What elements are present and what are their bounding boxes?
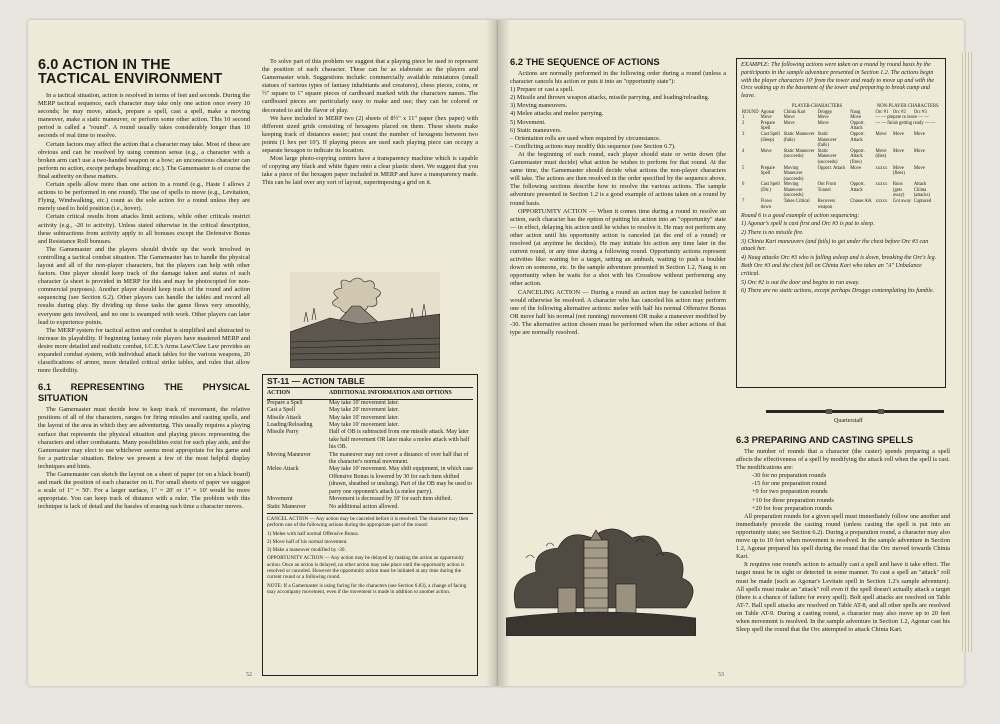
example-cell: 1 — [742, 115, 745, 121]
action-note: 3) Make a maneuver modified by -30. — [267, 547, 346, 554]
body-paragraph: To solve part of this problem we suggest that a playing piece be used to represent the position of each character. These can be as elaborate as the players and Gamemaster wish. Suggestions include: commercially available miniatures (small statues of various types of fantasy inhabitants and creatures), chess pieces, coins, or ½" square to 1" square pieces of cardboard marked with the characters names. The cardboard pieces are particularly easy to make and use; they can be colored or decorated to aid the flavor of play. — [262, 58, 478, 114]
action-name: Melee Attack — [267, 466, 299, 473]
example-cell: Move (dies) — [875, 148, 887, 160]
action-table-header — [267, 390, 473, 399]
action-column-header: ACTION — [267, 390, 291, 397]
example-table-row — [741, 182, 941, 199]
example-table-row — [741, 149, 941, 166]
example-cell: Move — [817, 115, 829, 121]
example-cell: Cast Spell (Sleep) — [760, 131, 780, 143]
example-cell: Runs (gets away) — [892, 182, 905, 199]
action-name: Loading/Reloading — [267, 422, 313, 429]
page-number-left: 52 — [246, 672, 252, 678]
body-paragraph: Most large photo-copying centers have a transparency machine which is capable of copying any black and white figure onto a clear plastic sheet. We suggest that you take a piece of the hexagon paper included in MERP and have a transparency made. This can be laid over any sort of layout, superimposing a grid on it. — [262, 155, 478, 187]
action-note: NOTE: If a Gamemaster is using facing for the characters (see Section 6.83), a change of facing may accompany movement, even if the movement is made in addition to another action. — [267, 582, 467, 595]
example-list-item: 6) There are no static actions, except perhaps Droggo contemplating his fumble. — [741, 288, 935, 295]
sequence-step: 4) Melee attacks and melee parrying. — [510, 110, 604, 118]
body-paragraph: The MERP system for tactical action and combat is simplified and abstracted to increase its playability. If beginning fantasy role players have mastered MERP and desire more detailed and realistic combat, I.C.E.'s Arms Law/Claw Law provides an expanded combat system, with individual attack tables for the various weapons, 20 classifications of armor, more detailed critical strike tables, and rules that allow more flexibility. — [38, 326, 250, 375]
body-paragraph: It requires one round's action to actually cast a spell and have it take effect. The target must be in sight or detected in some manner. To cast a spell an "attack" roll must be made (such as Agonar's Levitate spell in Section 1.2's sample adventure). All spells must make an "attack" roll even if the spell doesn't actually attack a target (there is a chance of failure for every spell). Bolt spell attacks are resolved on Table AT-7. Ball spell attacks are resolved on Table AT-8, and all other spells are resolved on Table AT-9. During a casting round, a character may also move up to 20 feet when movement is resolved. In the sample adventure in Section 1.2, Agonar cast his Sleep spell the round that the Orc attempted to attack Chinta Kari. — [736, 561, 950, 634]
section-title-6-3: 6.3 PREPARING AND CASTING SPELLS — [736, 434, 914, 445]
example-cell: 7 — [742, 199, 745, 205]
example-cell: Opport. Attack (fires) — [850, 148, 865, 165]
chapter-title-line2: TACTICAL ENVIRONMENT — [38, 71, 223, 87]
right-column-2 — [736, 428, 950, 676]
action-info: May take 20' movement later. — [329, 407, 399, 414]
round-note: Round 6 is a good example of action sequencing: — [741, 213, 860, 220]
left-page — [28, 20, 498, 686]
example-cell: Moving Maneuver (succeeds) — [783, 182, 804, 199]
body-paragraph: Certain factors may affect the action that a character may take. Most of these are obvious and can be resolved by using common sense (e.g., a character with a broken arm can't use a two-handed weapon or a bow; an unconscious character can perform no action, except perhaps breathing; etc.). The Gamemaster is of course the final authority on these matters. — [38, 140, 250, 180]
right-page — [498, 20, 964, 686]
quarterstaff-illustration — [766, 408, 944, 416]
example-list-item: 5) Orc #2 is out the door and begins to run away. — [741, 279, 860, 286]
action-table-title: ST-11 — ACTION TABLE — [267, 378, 473, 388]
example-cell: Cast Spell (Dir.) — [760, 182, 780, 193]
example-cell: 6 — [742, 182, 745, 188]
sequence-intro: Actions are normally performed in the following order during a round (unless a character cancels his action or puts it into an "opportunity state"): — [510, 70, 726, 86]
right-col1-paragraphs — [510, 151, 726, 337]
action-info: Movement is decreased by 10' for each item shifted. — [329, 496, 452, 503]
action-table-notes — [267, 513, 473, 595]
example-table-body — [741, 115, 941, 210]
modifier-line: +10 for three preparation rounds — [752, 496, 834, 504]
action-name: Missile Parry — [267, 429, 299, 436]
action-name: Cast a Spell — [267, 407, 296, 414]
sequence-step: – Orientation rolls are used when required by circumstance. — [510, 134, 661, 142]
example-cell: Opport. Attack — [850, 182, 865, 193]
example-cell: Opport. Attack — [817, 165, 846, 171]
example-cell: Static Maneuver (succeeds) — [817, 148, 838, 165]
example-cell: xxxxx — [875, 165, 888, 171]
example-cell: Opport. Attack — [850, 131, 865, 143]
example-cell: Static Maneuver (fails) — [783, 131, 815, 143]
example-list-item: 1) Agonar's spell is cast first and Orc #3 is put to sleep. — [741, 221, 875, 228]
body-paragraph: The Gamemaster can sketch the layout on a sheet of paper (or on a black board) and mark the position of each character on it. For small sheets of paper we suggest a scale of 1" = 50'. For a larger surface, 1" = 20' or 1" = 10' would be more appropriate. You can keep track of distance with a ruler. The problem with this technique is lack of detail and the hassles of erasing each time a character moves. — [38, 471, 250, 511]
action-name: Static Maneuver — [267, 503, 306, 510]
action-name: Missile Attack — [267, 414, 302, 421]
body-paragraph: We have included in MERP two (2) sheets of 8½" x 11" paper (hex paper) with different sized grids consisting of hexagons placed on them. These sheets make keeping track of distances easier; just count the number of hexagons between two points (1 hex per 10'). If playing pieces are used each playing piece can occupy a separate hexagon to indicate its location. — [262, 114, 478, 155]
volcano-illustration — [290, 272, 440, 368]
ruins-illustration — [506, 518, 696, 636]
example-table-row — [741, 121, 941, 132]
example-cell: Static Maneuver (succeeds) — [783, 148, 815, 160]
sequence-step: 3) Moving maneuvers. — [510, 102, 568, 110]
example-cell: xxxxx — [875, 199, 888, 205]
example-box — [736, 58, 946, 388]
example-cell: Move (flees) — [892, 165, 905, 177]
action-info: May take 10' movement later. — [329, 399, 399, 406]
example-cell: 3 — [742, 131, 745, 137]
example-cell: Prepare Spell — [760, 165, 775, 177]
modifier-line: -30 for no preparation rounds — [752, 472, 827, 480]
right-col2-paragraphs — [736, 513, 950, 634]
action-info: Half of OB is subtracted from one missile attack. May later take half movement OR later make a melee attack with half his OB. — [329, 429, 470, 451]
sequence-step: 6) Static maneuvers. — [510, 126, 562, 134]
example-cell: Takes Critical — [783, 199, 810, 205]
action-info: May take 10' movement later. — [329, 414, 399, 421]
example-cell: Move — [913, 148, 925, 154]
sequence-step: – Conflicting actions may modify this sequence (see Section 6.7). — [510, 142, 676, 150]
section-title-6-1: 6.1 REPRESENTING THE PHYSICAL SITUATION — [38, 381, 250, 404]
action-note: 1) Melee with half normal Offensive Bonus. — [267, 530, 359, 537]
example-cell: Move — [913, 131, 925, 137]
example-cell: Attack Chinta (attacks) — [913, 182, 930, 199]
example-cell: Move — [850, 165, 862, 171]
chapter-title — [38, 58, 250, 86]
quarterstaff-caption: Quarterstaff — [834, 418, 863, 424]
example-column-header: ROUND — [742, 109, 759, 115]
action-note: OPPORTUNITY ACTION — Any action may be delayed by making the action an opportunity action. Once an action is delayed, no other action may take place until the opportunity action is resolved or canceled. However the opportunity action must be initiated at any time during the current round or a following round. — [267, 555, 465, 581]
body-paragraph: In a tactical situation, action is resolved in terms of feet and seconds. During the MERP tactical sequence, each character may take only one action once every 10 seconds; he may move, attack, prepare a spell, cast a spell, make a moving maneuver, make a static maneuver, or perform some other action. This 10 second period is called a "round". A round usually takes considerably longer than 10 seconds of real time to resolve. — [38, 92, 250, 140]
example-cell: — — finish getting ready — — — [875, 120, 936, 126]
example-cell: Recovers weapon — [817, 199, 836, 210]
example-cell: Prepare Spell — [760, 120, 775, 132]
action-table-rows — [267, 400, 473, 511]
example-cell: Chases Ark — [850, 199, 872, 205]
action-table-row — [267, 400, 473, 407]
body-paragraph: All preparation rounds for a given spell must immediately follow one another and immediately precede the casting round (unless casting the spell is put into an opportunity state; see Section 6.2). During a preparation round, a character may also move up to 10 feet when movement is resolved. In the sample adventure in Section 1.2, Agonar prepared his spell during the round that the Orc moved towards Chinta Kari. — [736, 512, 950, 561]
example-cell: Move — [892, 131, 904, 137]
example-cell: Moving Maneuver (succeeds) — [783, 165, 804, 182]
action-info: May take 10' movement. May shift equipment, in which case Offensive Bonus is lowered by 30 for each item shifted (drawn, sheathed or unslung). Part of the OB may be used to parry one opponent's attack (a melee parry). — [329, 466, 473, 495]
example-intro: EXAMPLE: The following actions were taken on a round by round basis by the participants in the sample adventure presented in Section 1.2. The actions begin with the player characters 10' from the tower and ready to move up and with the Orcs waking up in the basement of the tower and preparing to break camp and leave. — [741, 62, 934, 100]
body-paragraph: OPPORTUNITY ACTION — When it comes time during a round to resolve an action, each character has the option of putting his action into an "opportunity" state — in effect, delaying his action until he wishes to resolve it. He may not perform any other action until his opportunity action is canceled (at the end of a round) or resolved (at anytime he decides). He may initiate his action any time later in the current round, or any time during a following round. Opportunity actions represent activities like: waiting for a target, setting an ambush, waiting to push a boulder down on someone, etc. In the sample adventure presented in Section 1.2, Naug is on opportunity when he waits for a shot with his Crossbow without performing any other action. — [510, 207, 726, 288]
action-info: The maneuver may not cover a distance of over half that of the character's normal movement. — [329, 451, 469, 466]
body-paragraph: The Gamemaster and the players should divide up the work involved in controlling a tactical combat situation. The Gamemaster has to handle the physical layout and all of the non-player characters, but the players can help with other factors. One player should keep track of the damage taken and status of each character (a sheet is provided in MERP for this and may be photocopied for non-commercial purposes). Another player should keep track of the round and action sequencing (see Section 6.2). Other players can handle the tables and record all results during play. By dividing up these tasks the game flows very smoothly, everyone gets involved, and no one is swamped with work. Other players can later lead to experience points. — [38, 245, 250, 326]
example-list-item: 3) Chinta Kari maneuvers (and fails) to get under the chest before Orc #3 can attack her. — [741, 238, 929, 253]
left-column-2 — [262, 58, 478, 266]
left-col2-paragraphs — [262, 58, 478, 188]
example-cell: Captured — [913, 199, 932, 205]
body-paragraph: Certain spells allow more than one action in a round (e.g., Haste I allows 2 actions to be performed in one round). The use of spells to move (e.g., Levitation, Flying, Windwalking, etc.) count as the sole action for a round unless they are merely used to hold position (i.e., hover). — [38, 181, 250, 213]
example-table-row — [741, 199, 941, 210]
action-table-row — [267, 415, 473, 422]
action-name: Movement — [267, 496, 293, 503]
action-table-row — [267, 429, 473, 451]
example-list-item: 4) Naug attacks Orc #3 who is falling asleep and is down, breaking the Orc's leg. Both Orc #3 and the chest fall on Chinta Kari who takes an "A" Unbalance critical. — [741, 255, 937, 277]
example-cell: Move — [817, 120, 829, 126]
example-list — [741, 221, 941, 296]
example-list-item: 2) There is no missile fire. — [741, 229, 804, 236]
example-column-header: Chinta Kari — [783, 109, 806, 115]
action-table-row — [267, 466, 473, 496]
example-column-header: Agonar — [760, 109, 775, 115]
modifier-line: +0 for two preparation rounds — [752, 488, 828, 496]
example-column-header: Orc #1 — [875, 109, 889, 115]
info-column-header: ADDITIONAL INFORMATION AND OPTIONS — [329, 390, 452, 397]
example-column-header: Naug — [850, 109, 861, 115]
example-cell: Got away — [892, 199, 912, 205]
sequence-step: 2) Missile and thrown weapon attacks, missile parrying, and loading/reloading. — [510, 94, 710, 102]
example-cell: xxxxx — [875, 182, 888, 188]
body-paragraph: CANCELING ACTION — During a round an action may be canceled before it would otherwise be resolved. A character who has canceled his action may perform one of the following alternative actions: melee with half his normal Offensive Bonus OR move half his normal (not running) movement OR make a maneuver modified by -30. The alternative action chosen must be performed when the other actions of that type are normally resolved. — [510, 288, 726, 336]
section-title-6-2: 6.2 THE SEQUENCE OF ACTIONS — [510, 56, 660, 67]
example-cell: Move — [760, 148, 772, 154]
example-table — [741, 104, 941, 210]
example-table-row — [741, 132, 941, 149]
page-number-right: 53 — [718, 672, 724, 678]
body-paragraph: At the beginning of each round, each player should state or write down (the Gamemaster must decide) what action he wishes to perform for that round. At the same time, the Gamemaster should decide what actions the non-player characters will take. The actions are then resolved in the order specified by the sequence above. The following sections describe how to resolve the various actions. The sample adventure presented in Section 1.2 is a good example of actions taken on a round by round basis. — [510, 150, 726, 207]
npc-header: NON-PLAYER CHARACTERS — [876, 103, 939, 109]
example-cell: 5 — [742, 165, 745, 171]
action-note: 2) Move half of his normal movement. — [267, 538, 348, 545]
example-cell: Out From Tunnel — [817, 182, 836, 193]
page-edges — [962, 52, 972, 652]
example-column-header: Droggo — [817, 109, 832, 115]
chapter-title-line1: 6.0 ACTION IN THE — [38, 58, 171, 73]
example-cell: Move — [783, 120, 795, 126]
left-col1-paragraphs-2 — [38, 406, 250, 511]
example-cell: Move — [913, 165, 925, 171]
example-column-header: Orc #2 — [892, 109, 906, 115]
modifier-line: +20 for four preparation rounds — [752, 504, 832, 512]
action-table-row — [267, 496, 473, 503]
example-cell: — — prepare to leave — — — [875, 115, 929, 121]
action-info: No additional action allowed. — [329, 503, 399, 510]
example-cell: 4 — [742, 148, 745, 154]
pc-header: PLAYER-CHARACTERS — [791, 103, 843, 109]
example-cell: 2 — [742, 120, 745, 126]
preparation-modifiers — [736, 472, 950, 512]
example-cell: Move — [875, 131, 887, 137]
spells-intro: The number of rounds that a character (the caster) spends preparing a spell affects the effectiveness of a spell by modifying the attack roll when the spell is cast. The modifications are: — [736, 448, 950, 472]
example-cell: Opport. Attack — [850, 120, 865, 132]
body-paragraph: Certain critical results from attacks limit actions, while other criticals restrict activity (e.g., -20 to activity). Unless stated otherwise in the critical description, these subtractions from activity apply to all bonuses except the Defensive Bonus and Resistance Roll bonuses. — [38, 213, 250, 245]
sequence-steps — [510, 86, 726, 151]
example-column-header: Orc #3 — [913, 109, 927, 115]
left-col1-paragraphs — [38, 92, 250, 375]
left-column-1 — [38, 58, 250, 674]
action-name: Prepare a Spell — [267, 399, 303, 406]
body-paragraph: The Gamemaster must decide how to keep track of movement, the relative positions of all of the characters, ranges for firing missiles and casting spells, and the layout of the area in which they are adventuring. This usually requires a playing surface that represents the physical situation and playing pieces representing the characters and other combatants. Many possibilities exist for such play aids, and the Gamemaster may elect to use whichever seems most appropriate for his game and for a particular situation. Below we present a few of the most helpful display techniques and hints. — [38, 406, 250, 470]
sequence-step: 1) Prepare or cast a spell. — [510, 86, 574, 94]
action-name: Moving Maneuver — [267, 451, 312, 458]
example-cell: Flows down — [760, 199, 773, 210]
action-table-row — [267, 407, 473, 414]
modifier-line: -15 for one preparation round — [752, 480, 827, 488]
action-table-row — [267, 452, 473, 467]
action-table — [262, 374, 478, 676]
action-table-row — [267, 504, 473, 511]
action-info: May take 10' movement later. — [329, 422, 399, 429]
action-note: CANCEL ACTION — Any action may be canceled before it is resolved. The character may then perform one of the following actions during the appropriate part of the round: — [267, 515, 469, 529]
example-cell: Move — [760, 115, 772, 121]
example-table-row — [741, 166, 941, 183]
right-column-1 — [510, 56, 726, 504]
example-cell: Move — [850, 115, 862, 121]
example-cell: Static Maneuver (fails) — [817, 131, 837, 149]
sequence-step: 5) Movement. — [510, 118, 546, 126]
example-cell: Move — [892, 148, 904, 154]
example-cell: Move — [783, 115, 795, 121]
